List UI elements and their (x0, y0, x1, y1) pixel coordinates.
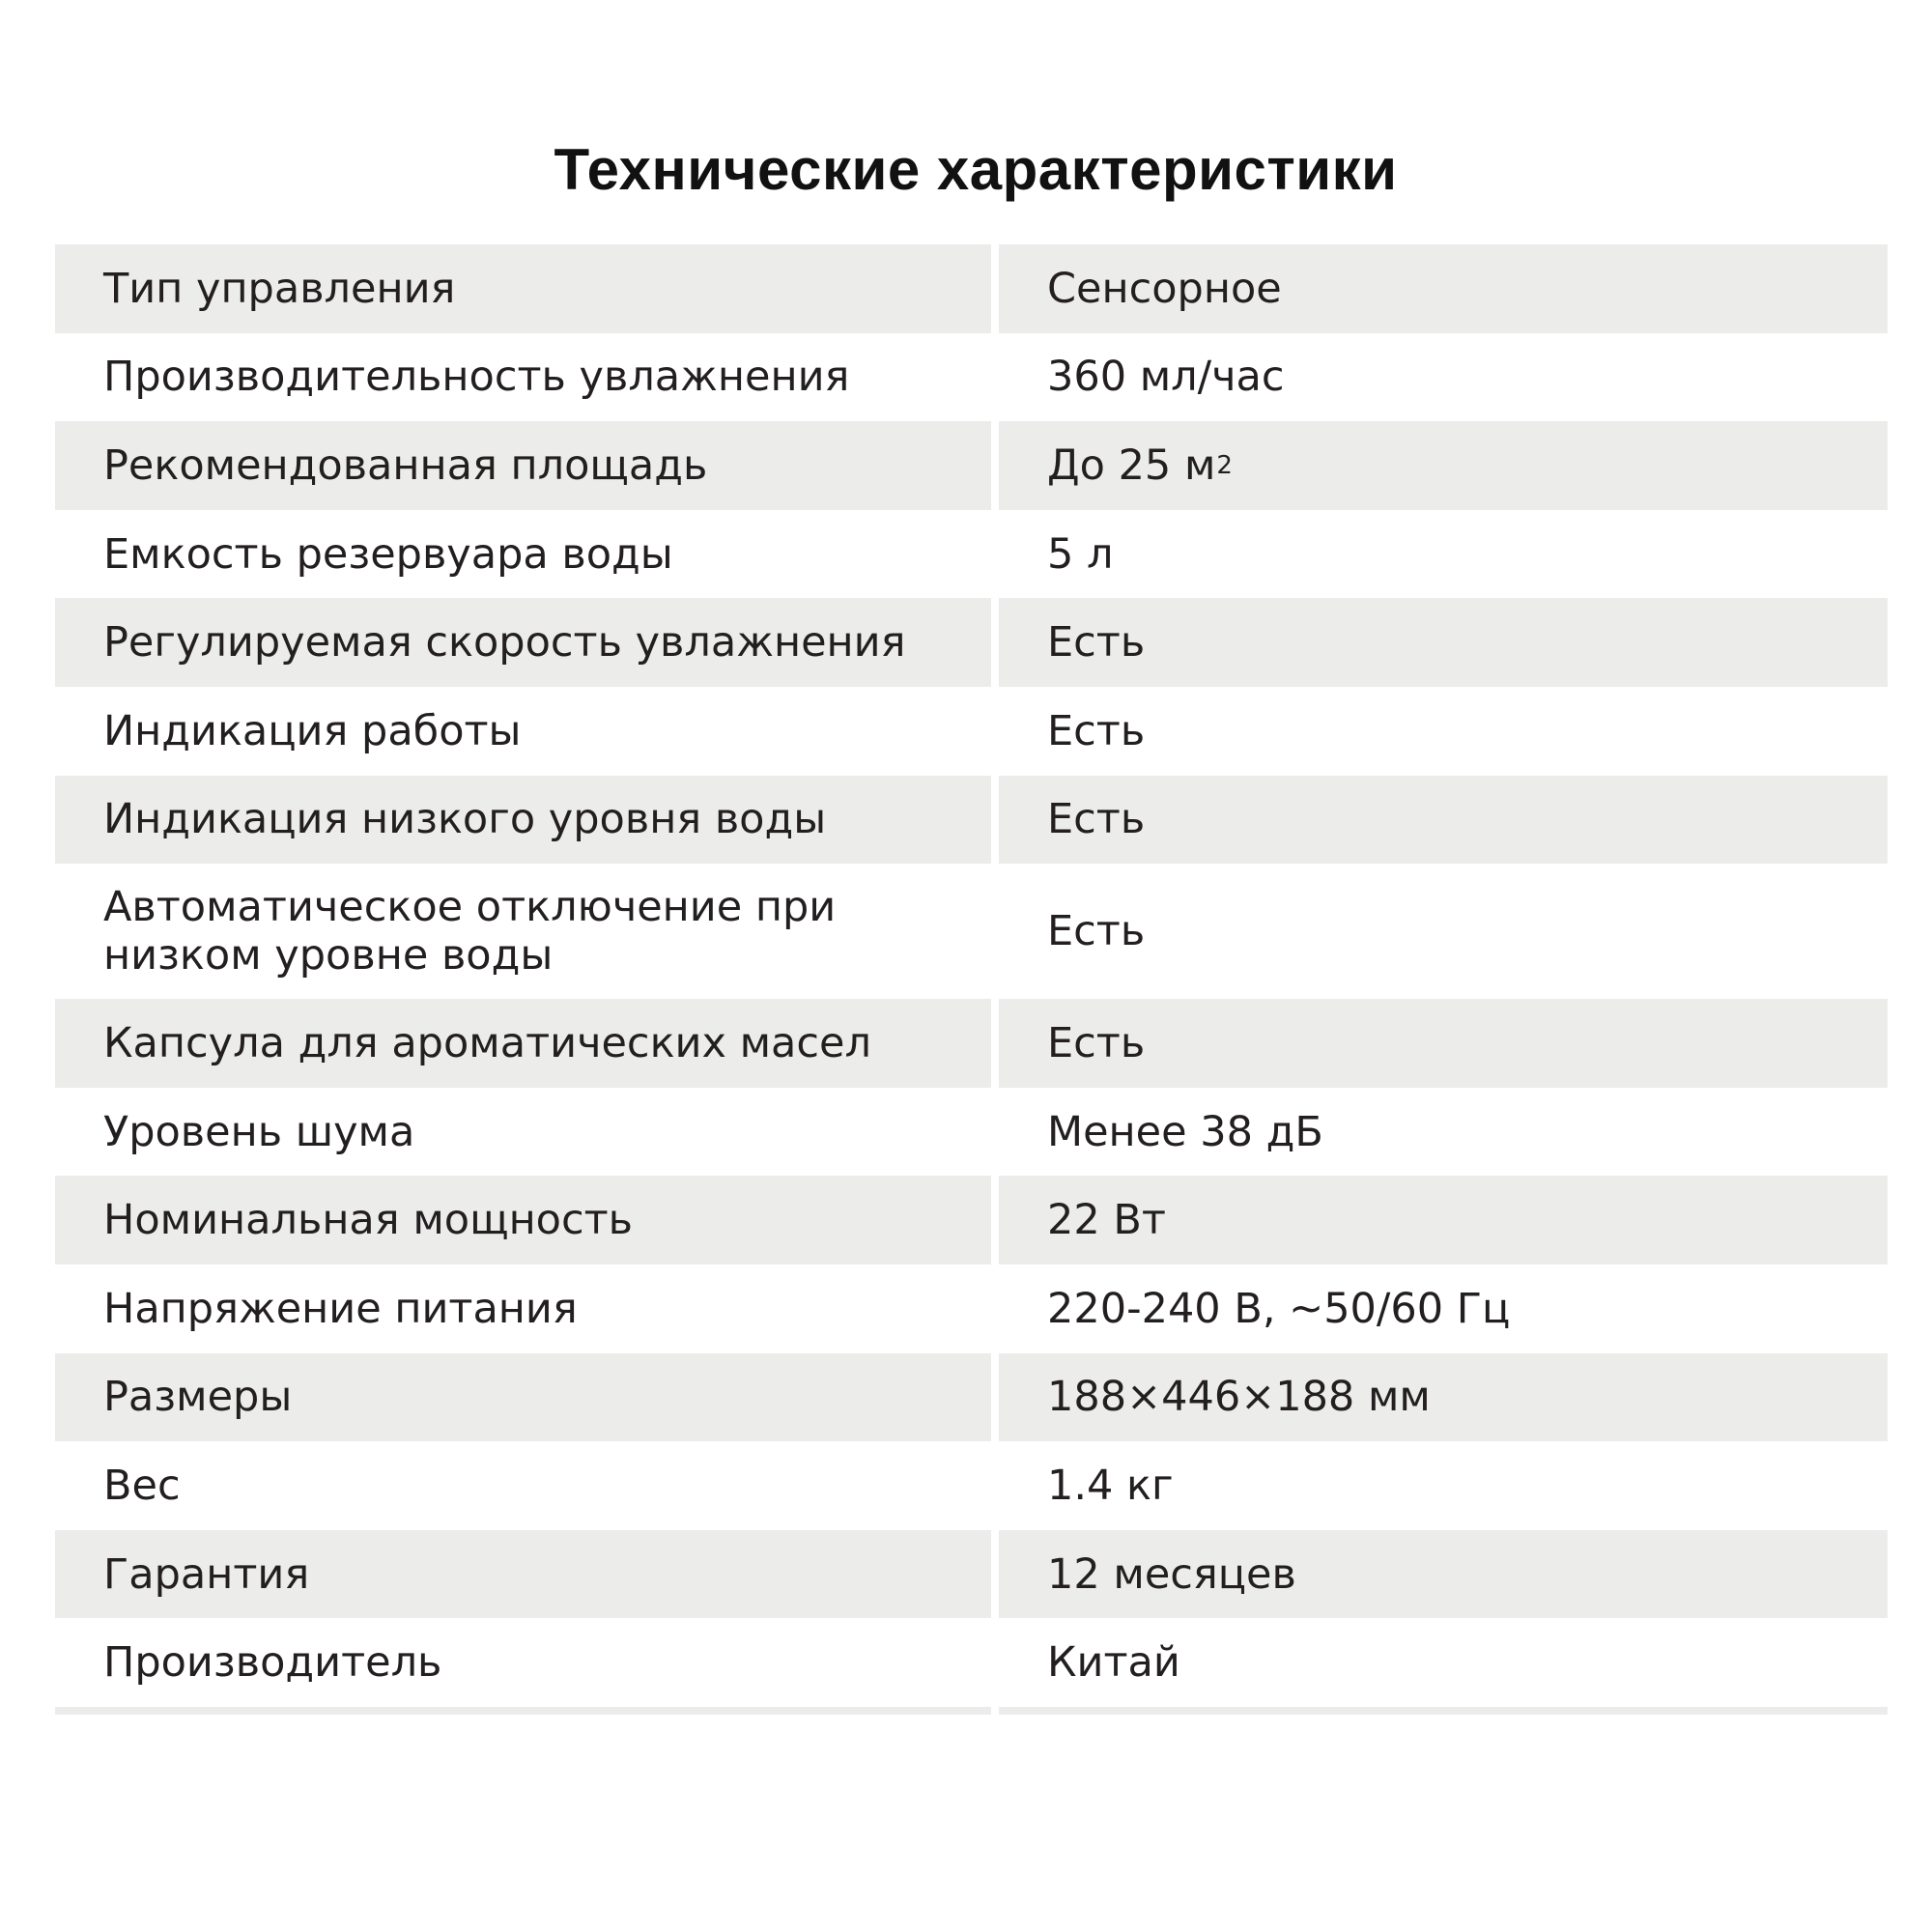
spec-name: Тип управления (55, 244, 991, 333)
table-row (55, 687, 1888, 776)
spec-name: Производительность увлажнения (103, 353, 850, 402)
table-row (55, 1618, 1888, 1707)
spec-value: 12 месяцев (999, 1530, 1888, 1619)
spec-value: 220-240 В, ~50/60 Гц (1047, 1284, 1511, 1333)
spec-value: 1.4 кг (1047, 1461, 1174, 1510)
spec-value: Китай (1047, 1638, 1180, 1688)
spec-name: Производитель (103, 1638, 442, 1688)
table-row (55, 1530, 1888, 1619)
spec-value: Сенсорное (999, 244, 1888, 333)
table-row (55, 999, 1888, 1088)
spec-name: Уровень шума (103, 1107, 415, 1156)
table-row (55, 598, 1888, 687)
spec-name: Емкость резервуара воды (103, 529, 673, 579)
table-row (55, 776, 1888, 865)
spec-name: Вес (103, 1461, 181, 1510)
spec-value: Есть (1047, 907, 1146, 956)
table-row (55, 864, 1888, 999)
spec-value: Есть (999, 999, 1888, 1088)
spec-name: Размеры (55, 1353, 991, 1442)
table-row (55, 1264, 1888, 1353)
table-row (55, 1353, 1888, 1442)
table-row (55, 1441, 1888, 1530)
spec-name: Напряжение питания (103, 1284, 578, 1333)
page-title: Технические характеристики (554, 137, 1398, 202)
spec-name: Индикация низкого уровня воды (55, 776, 991, 865)
spec-name: Гарантия (55, 1530, 991, 1619)
spec-value: 22 Вт (999, 1176, 1888, 1264)
spec-name: Регулируемая скорость увлажнения (55, 598, 991, 687)
bottom-border-right (999, 1707, 1888, 1715)
bottom-border-left (55, 1707, 991, 1715)
spec-value: До 25 м 2 (999, 421, 1888, 510)
spec-value: 188×446×188 мм (999, 1353, 1888, 1442)
spec-name: Автоматическое отключение при низком уровне воды (103, 883, 837, 980)
table-row (55, 1088, 1888, 1177)
spec-value-text: До 25 м (1047, 440, 1216, 490)
spec-value: 5 л (1047, 529, 1114, 579)
table-bottom-border (55, 1707, 1888, 1715)
table-row (55, 510, 1888, 599)
spec-value: Менее 38 дБ (1047, 1107, 1323, 1156)
spec-name: Капсула для ароматических масел (55, 999, 991, 1088)
spec-value: Есть (999, 598, 1888, 687)
spec-value: 360 мл/час (1047, 353, 1285, 402)
spec-name: Рекомендованная площадь (55, 421, 991, 510)
table-row (55, 333, 1888, 422)
spec-value: Есть (1047, 706, 1146, 755)
spec-table (55, 244, 1888, 1707)
spec-name: Номинальная мощность (55, 1176, 991, 1264)
table-row (55, 1176, 1888, 1264)
spec-name: Индикация работы (103, 706, 522, 755)
spec-value: Есть (999, 776, 1888, 865)
table-row (55, 244, 1888, 333)
table-row (55, 421, 1888, 510)
